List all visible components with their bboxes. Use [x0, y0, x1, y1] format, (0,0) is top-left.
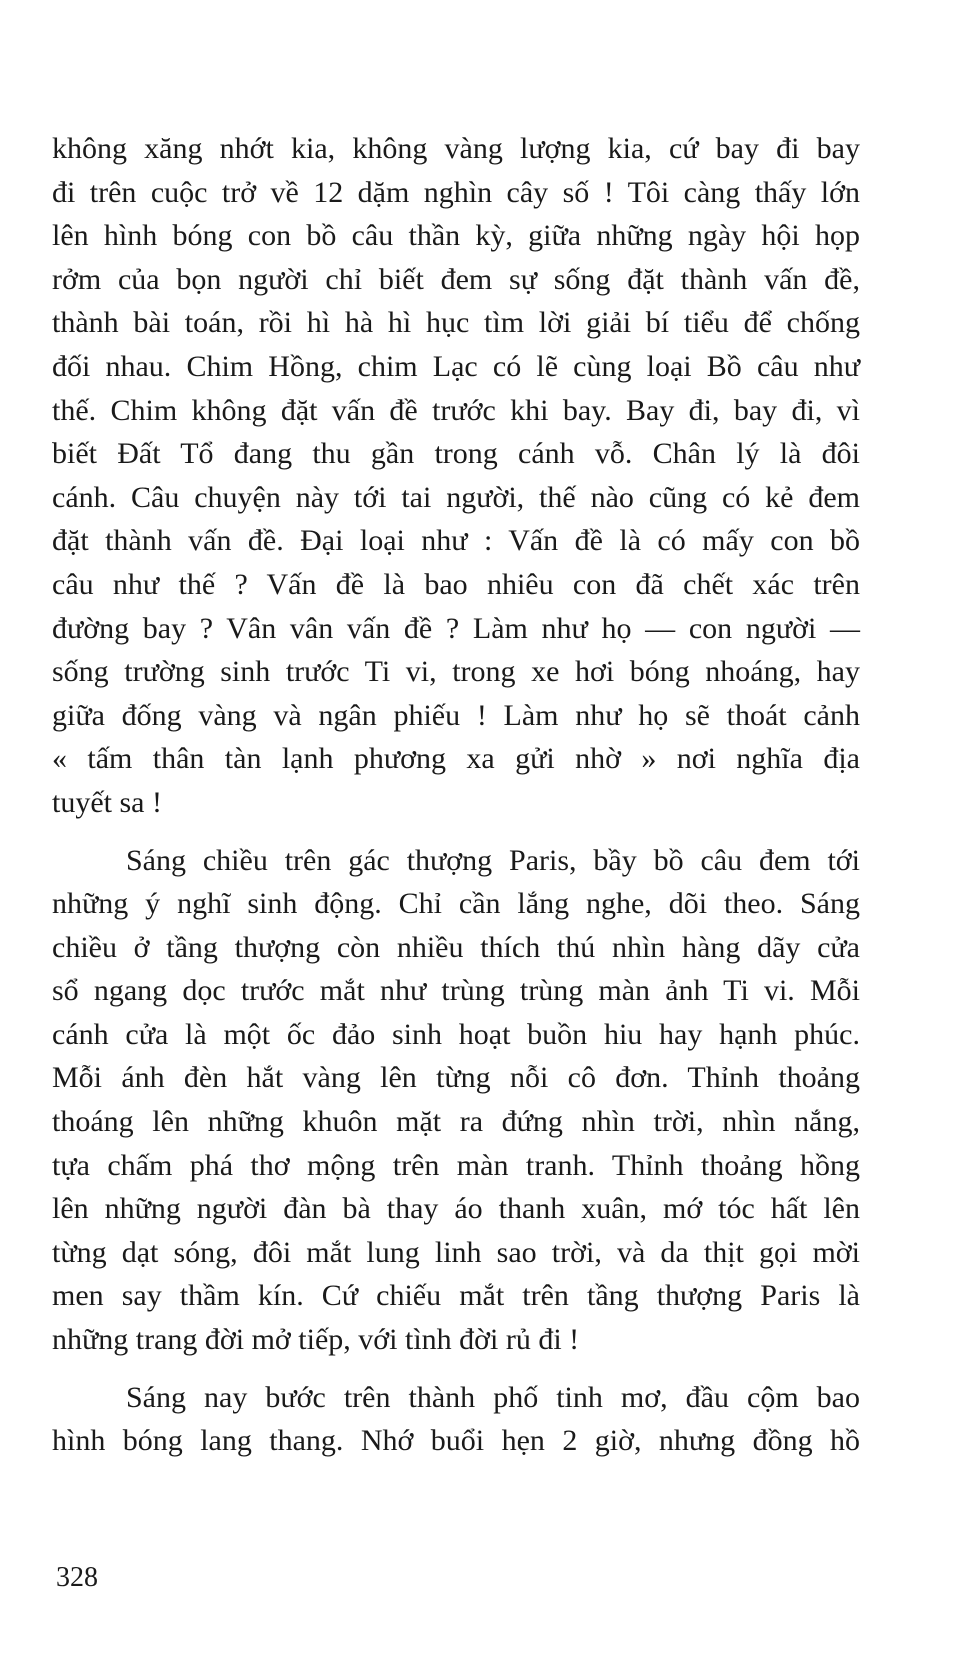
text-line: chiều ở tầng thượng còn nhiều thích thú nhìn hàng dãy cửa [52, 930, 860, 964]
text-line: biết Đất Tổ đang thu gần trong cánh vỗ. Chân lý là đôi [52, 437, 860, 471]
text-line: đi trên cuộc trở về 12 dặm nghìn cây số ! Tôi càng thấy lớn [52, 175, 860, 209]
paragraph-gap [52, 1362, 860, 1376]
text-line: cánh. Câu chuyện này tới tai người, thế nào cũng có kẻ đem [52, 480, 860, 514]
text-line: tựa chấm phá thơ mộng trên màn tranh. Thỉnh thoảng hồng [52, 1148, 860, 1182]
text-line: lên những người đàn bà thay áo thanh xuân, mớ tóc hất lên [52, 1192, 860, 1226]
text-line: « tấm thân tàn lạnh phương xa gửi nhờ » nơi nghĩa địa [52, 742, 860, 776]
text-line: giữa đống vàng và ngân phiếu ! Làm như họ sẽ thoát cảnh [52, 698, 860, 732]
text-line: những ý nghĩ sinh động. Chỉ cần lắng nghe, dõi theo. Sáng [52, 887, 860, 921]
text-line: câu như thế ? Vấn đề là bao nhiêu con đã chết xác trên [52, 567, 860, 601]
text-line: đặt thành vấn đề. Đại loại như : Vấn đề là có mấy con bồ [52, 524, 860, 558]
text-line: đường bay ? Vân vân vấn đề ? Làm như họ — con người — [52, 611, 860, 645]
text-line: từng dạt sóng, đôi mắt lung linh sao trời, và da thịt gọi mời [52, 1235, 860, 1269]
text-line: hình bóng lang thang. Nhớ buổi hẹn 2 giờ, nhưng đồng hồ [52, 1424, 860, 1458]
text-line: rởm của bọn người chỉ biết đem sự sống đặt thành vấn đề, [52, 262, 860, 296]
text-line: cánh cửa là một ốc đảo sinh hoạt buồn hiu hay hạnh phúc. [52, 1017, 860, 1051]
book-page-text [52, 127, 860, 1463]
page-number: 328 [56, 1562, 98, 1593]
text-line: không xăng nhớt kia, không vàng lượng kia, cứ bay đi bay [52, 132, 860, 165]
text-line: những trang đời mở tiếp, với tình đời rủ đi ! [52, 1323, 580, 1357]
text-line: thoáng lên những khuôn mặt ra đứng nhìn trời, nhìn nắng, [52, 1105, 860, 1139]
paragraph-gap [52, 825, 860, 839]
text-line: Sáng chiều trên gác thượng Paris, bầy bồ câu đem tới [126, 843, 860, 877]
text-line: sổ ngang dọc trước mắt như trùng trùng màn ảnh Ti vi. Mỗi [52, 974, 860, 1008]
text-line: thành bài toán, rồi hì hà hì hục tìm lời giải bí tiểu để chống [52, 306, 860, 340]
text-line: Sáng nay bước trên thành phố tinh mơ, đầu cộm bao [126, 1380, 860, 1414]
text-line: Mỗi ánh đèn hắt vàng lên từng nỗi cô đơn. Thỉnh thoảng [52, 1061, 860, 1095]
paragraph-2 [52, 839, 860, 1362]
paragraph-1 [52, 127, 860, 825]
text-line: đối nhau. Chim Hồng, chim Lạc có lẽ cùng loại Bồ câu như [52, 349, 860, 383]
text-line: lên hình bóng con bồ câu thần kỳ, giữa những ngày hội họp [52, 219, 860, 253]
text-line: sống trường sinh trước Ti vi, trong xe hơi bóng nhoáng, hay [52, 655, 860, 689]
text-line: thế. Chim không đặt vấn đề trước khi bay. Bay đi, bay đi, vì [52, 393, 860, 427]
text-line: tuyết sa ! [52, 785, 162, 819]
paragraph-3 [52, 1376, 860, 1463]
text-line: men say thầm kín. Cứ chiếu mắt trên tầng thượng Paris là [52, 1279, 860, 1313]
